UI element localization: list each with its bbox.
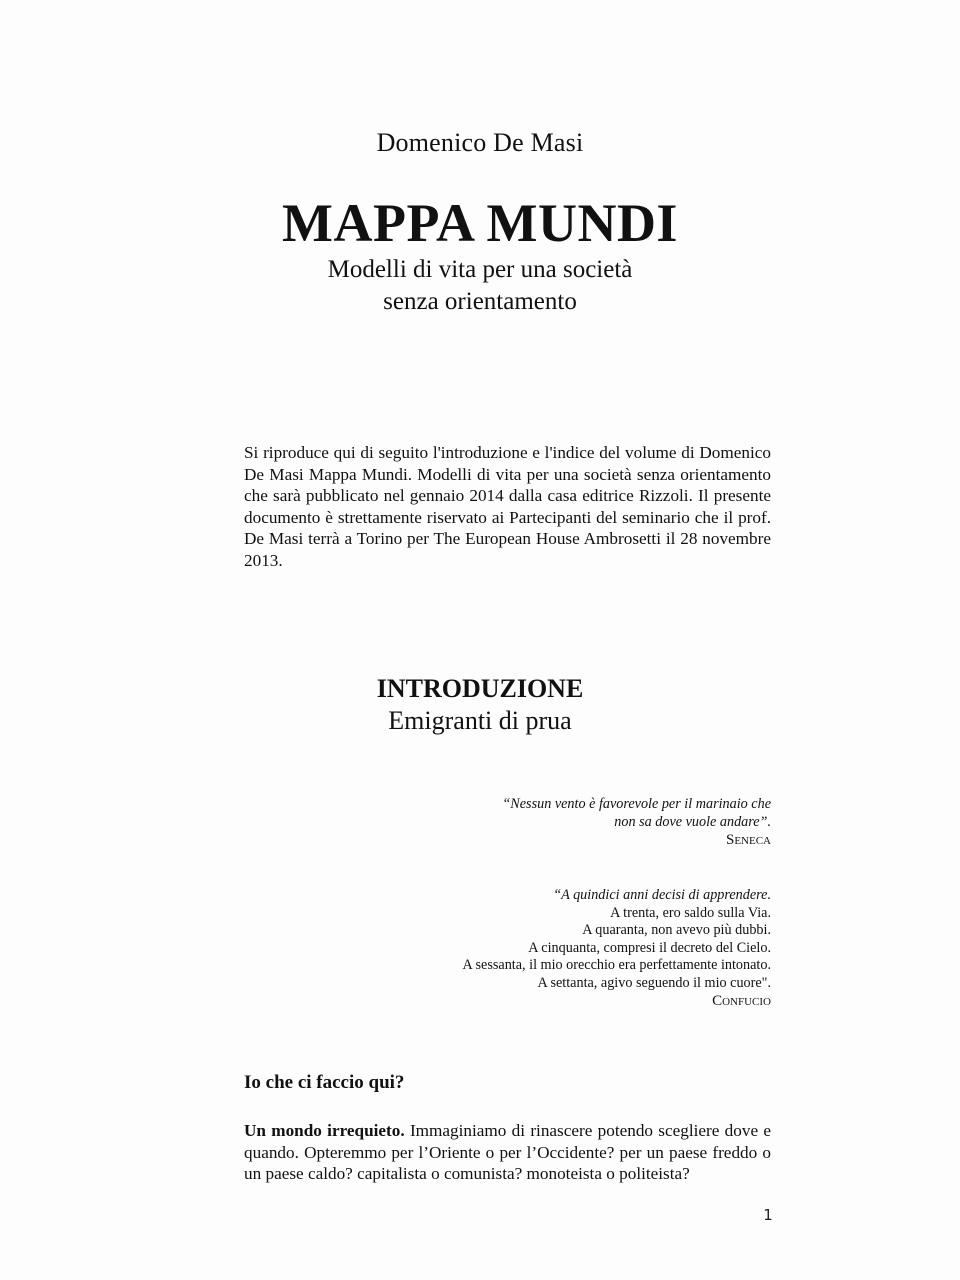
- introduction-subheading: Emigranti di prua: [388, 706, 572, 735]
- section-heading: Io che ci faccio qui?: [244, 1072, 405, 1093]
- quote-line: A quaranta, non avevo più dubbi.: [582, 922, 771, 938]
- paragraph-lead: Un mondo irrequieto.: [244, 1121, 405, 1140]
- quote-line: A trenta, ero saldo sulla Via.: [610, 904, 771, 921]
- quote-line: “Nessun vento è favorevole per il marinaio che: [502, 796, 771, 812]
- quote-line: “A quindici anni decisi di apprendere.: [553, 887, 771, 903]
- epigraph-confucio: [463, 887, 771, 1011]
- paragraph-text: Immaginiamo di rinascere potendo scegliere dove e quando. Opteremmo per l’Oriente o per l’Occidente? per un paese freddo o un paese caldo? capitalista o comunista? monoteista o politeista?: [244, 1121, 771, 1183]
- subtitle-line-1: Modelli di vita per una società: [327, 256, 633, 283]
- quote-line: A sessanta, il mio orecchio era perfettamente intonato.: [462, 957, 771, 973]
- subtitle-line-2: senza orientamento: [383, 288, 577, 315]
- book-subtitle: [0, 254, 960, 318]
- quote-author: Confucio: [712, 993, 771, 1009]
- epigraph-seneca: [502, 796, 771, 850]
- quote-author: Seneca: [725, 832, 771, 848]
- quote-line: A cinquanta, compresi il decreto del Cielo.: [528, 939, 771, 956]
- book-title: MAPPA MUNDI: [282, 193, 678, 253]
- quote-line: non sa dove vuole andare”.: [614, 813, 771, 830]
- publication-note: Si riproduce qui di seguito l'introduzione e l'indice del volume di Domenico De Masi Mappa Mundi. Modelli di vita per una società senza orientamento che sarà pubblicato nel gennaio 2014 dalla casa editrice Rizzoli. Il presente documento è strettamente riservato ai Partecipanti del seminario che il prof. De Masi terrà a Torino per The European House Ambrosetti il 28 novembre 2013.: [244, 443, 771, 570]
- body-paragraph: [244, 1120, 771, 1185]
- author-name: Domenico De Masi: [376, 128, 584, 157]
- page-number: 1: [763, 1206, 773, 1224]
- quote-line: A settanta, agivo seguendo il mio cuore".: [537, 974, 771, 991]
- introduction-heading: INTRODUZIONE: [376, 674, 584, 703]
